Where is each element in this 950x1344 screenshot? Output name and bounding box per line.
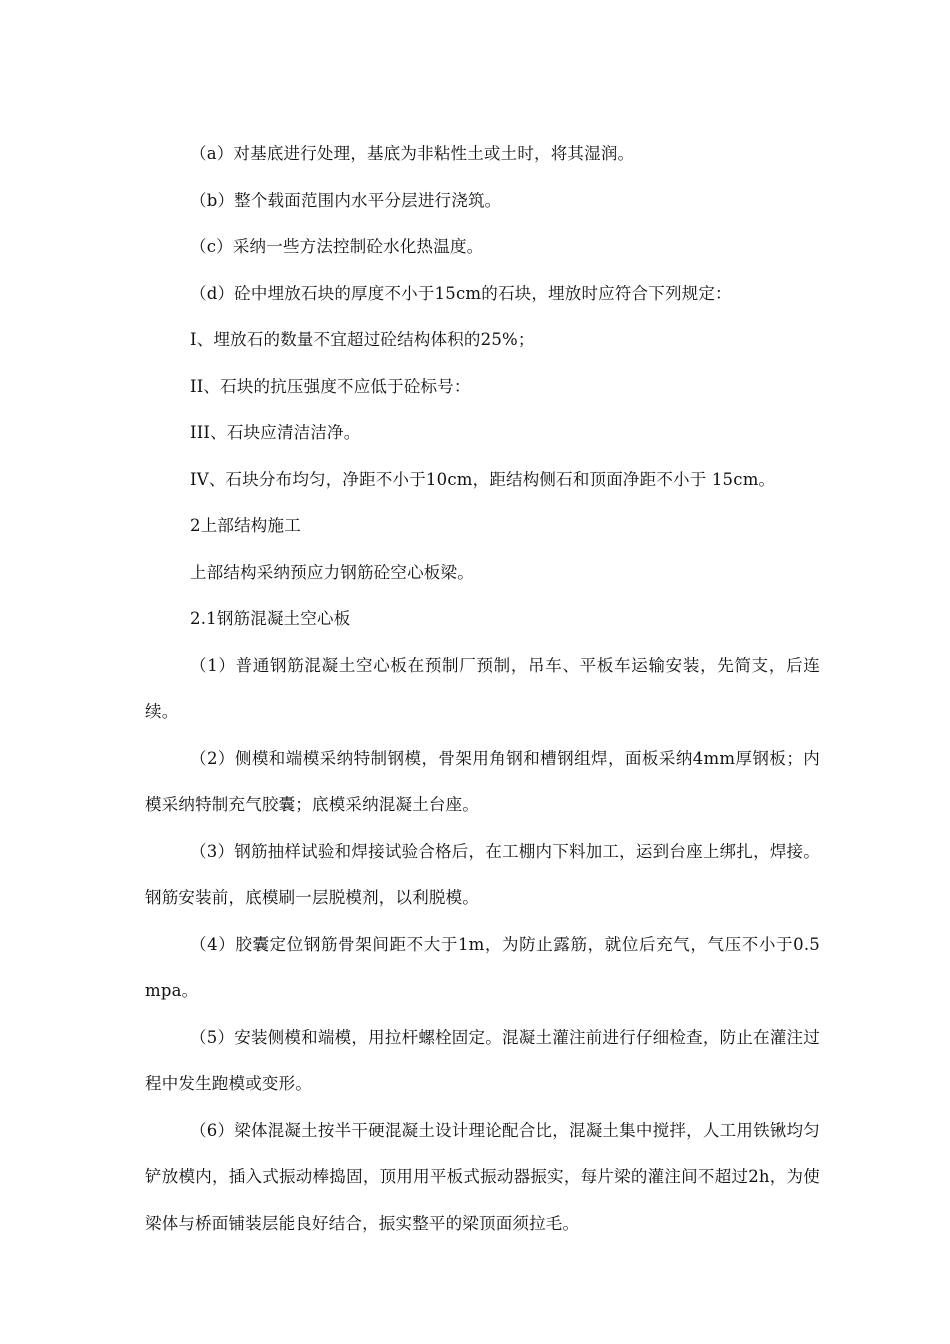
paragraph-3: （3）钢筋抽样试验和焊接试验合格后，在工棚内下料加工，运到台座上绑扎，焊接。钢筋安装前，底模刷一层脱模剂，以利脱模。 (145, 841, 820, 907)
rule-i: I、埋放石的数量不宜超过砼结构体积的25%； (190, 330, 535, 349)
section-heading-2-1: 2.1钢筋混凝土空心板 (190, 609, 351, 628)
rule-iv: IV、石块分布均匀，净距不小于10cm，距结构侧石和顶面净距不小于 15cm。 (190, 469, 776, 489)
section-intro: 上部结构采纳预应力钢筋砼空心板梁。 (190, 562, 474, 582)
paragraph-c: （c）采纳一些方法控制砼水化热温度。 (190, 237, 484, 256)
document-body (145, 131, 820, 1247)
paragraph-1: （1）普通钢筋混凝土空心板在预制厂预制，吊车、平板车运输安装，先简支，后连续。 (145, 655, 820, 721)
rule-iii: III、石块应清洁洁净。 (190, 423, 361, 442)
section-heading-2: 2上部结构施工 (190, 516, 301, 535)
paragraph-a: （a）对基底进行处理，基底为非粘性土或土时，将其湿润。 (190, 144, 635, 163)
rule-ii: II、石块的抗压强度不应低于砼标号： (190, 376, 471, 396)
paragraph-4: （4）胶囊定位钢筋骨架间距不大于1m，为防止露筋，就位后充气，气压不小于0.5mpa。 (145, 934, 820, 1000)
paragraph-6: （6）梁体混凝土按半干硬混凝土设计理论配合比，混凝土集中搅拌，人工用铁锹均匀铲放模内，插入式振动棒捣固，顶用用平板式振动器振实，每片梁的灌注间不超过2h，为使梁体与桥面铺装层能良好结合，振实整平的梁顶面须拉毛。 (145, 1120, 820, 1233)
paragraph-d: （d）砼中埋放石块的厚度不小于15cm的石块，埋放时应符合下列规定： (190, 283, 732, 303)
paragraph-5: （5）安装侧模和端模，用拉杆螺栓固定。混凝土灌注前进行仔细检查，防止在灌注过程中发生跑模或变形。 (145, 1027, 820, 1093)
paragraph-b: （b）整个载面范围内水平分层进行浇筑。 (190, 190, 502, 210)
paragraph-2: （2）侧模和端模采纳特制钢模，骨架用角钢和槽钢组焊，面板采纳4mm厚钢板；内模采纳特制充气胶囊；底模采纳混凝土台座。 (145, 748, 820, 814)
